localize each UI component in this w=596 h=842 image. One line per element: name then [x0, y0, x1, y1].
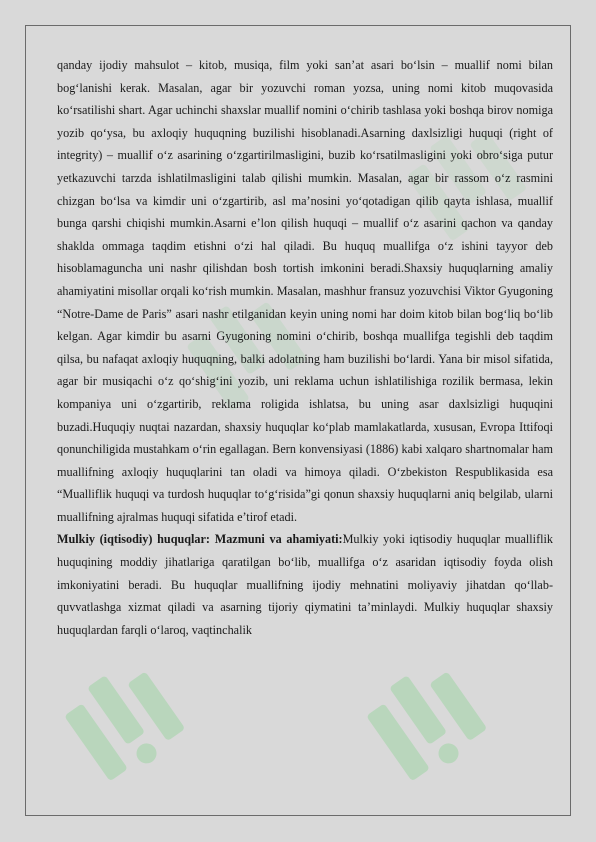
section-text: Mulkiy yoki iqtisodiy huquqlar mualliflik huquqining moddiy jihatlariga qaratilgan bo‘lib, muallifga o‘z asaridan iqtisodiy foyda olish imkoniyatini beradi. Bu huquqlar muallifning ijodiy mehnatini moliyaviy jihatdan qo‘llab-quvvatlashga xizmat qiladi va asarning tijoriy qiymatini ta’minlaydi. Mulkiy huquqlar shaxsiy huquqlardan farqli o‘laroq, vaqtinchalik — [57, 532, 553, 637]
body-paragraph — [57, 528, 553, 641]
body-paragraph: qanday ijodiy mahsulot – kitob, musiqa, film yoki san’at asari bo‘lsin – muallif nomi bilan bog‘lanishi kerak. Masalan, agar bir yozuvchi roman yozsa, uning nomi kitob muqovasida ko‘rsatilishi shart. Agar uchinchi shaxslar muallif nomini o‘chirib tashlasa yoki boshqa birov nomiga yozib qo‘ysa, bu axloqiy huquqning buzilishi hisoblanadi.Asarning daxlsizligi huquqi (right of integrity) – muallif o‘z asarining o‘zgartirilmasligini, buzib ko‘rsatilmasligini yoki obro‘siga putur yetkazuvchi tarzda ishlatilmasligini talab qilishi mumkin. Masalan, agar bir rassom o‘z rasmini chizgan bo‘lsa va kimdir uni o‘zgartirib, asl ma’nosini yo‘qotadigan qilib qayta ishlasa, muallif bunga qarshi chiqishi mumkin.Asarni e’lon qilish huquqi – muallif o‘z asarini qachon va qanday shaklda ommaga taqdim etishni o‘zi hal qiladi. Bu huquq muallifga o‘z ishini tayyor deb hisoblamaguncha uni nashr qilishdan bosh tortish imkonini beradi.Shaxsiy huquqlarning amaliy ahamiyatini misollar orqali ko‘rish mumkin. Masalan, mashhur fransuz yozuvchisi Viktor Gyugoning “Notre-Dame de Paris” asari nashr etilganidan keyin uning nomi har doim kitob bilan bog‘liq bo‘lib kelgan. Agar kimdir bu asarni Gyugoning nomini o‘chirib, boshqa muallifga tegishli deb taqdim qilsa, bu nafaqat axloqiy huquqning, balki adolatning ham buzilishi bo‘lardi. Yana bir misol sifatida, agar bir musiqachi o‘z qo‘shig‘ini yozib, uni reklama uchun ishlatilishiga rozilik bermasa, lekin kompaniya uni o‘zgartirib, reklama roligida ishlatsa, bu uning asar daxlsizligi huquqini buzadi.Huquqiy nuqtai nazardan, shaxsiy huquqlar ko‘plab mamlakatlarda, xususan, Evropa Ittifoqi qonunchiligida mustahkam o‘rin egallagan. Bern konvensiyasi (1886) kabi xalqaro shartnomalar ham muallifning axloqiy huquqlarini tan oladi va himoya qiladi. O‘zbekiston Respublikasida esa “Mualliflik huquqi va turdosh huquqlar to‘g‘risida”gi qonun shaxsiy huquqlarni aniq belgilab, ularni muallifning ajralmas huquqi sifatida e’tirof etadi. — [57, 58, 553, 524]
document-body — [57, 54, 553, 641]
section-heading: Mulkiy (iqtisodiy) huquqlar: Mazmuni va ahamiyati: — [57, 532, 343, 547]
